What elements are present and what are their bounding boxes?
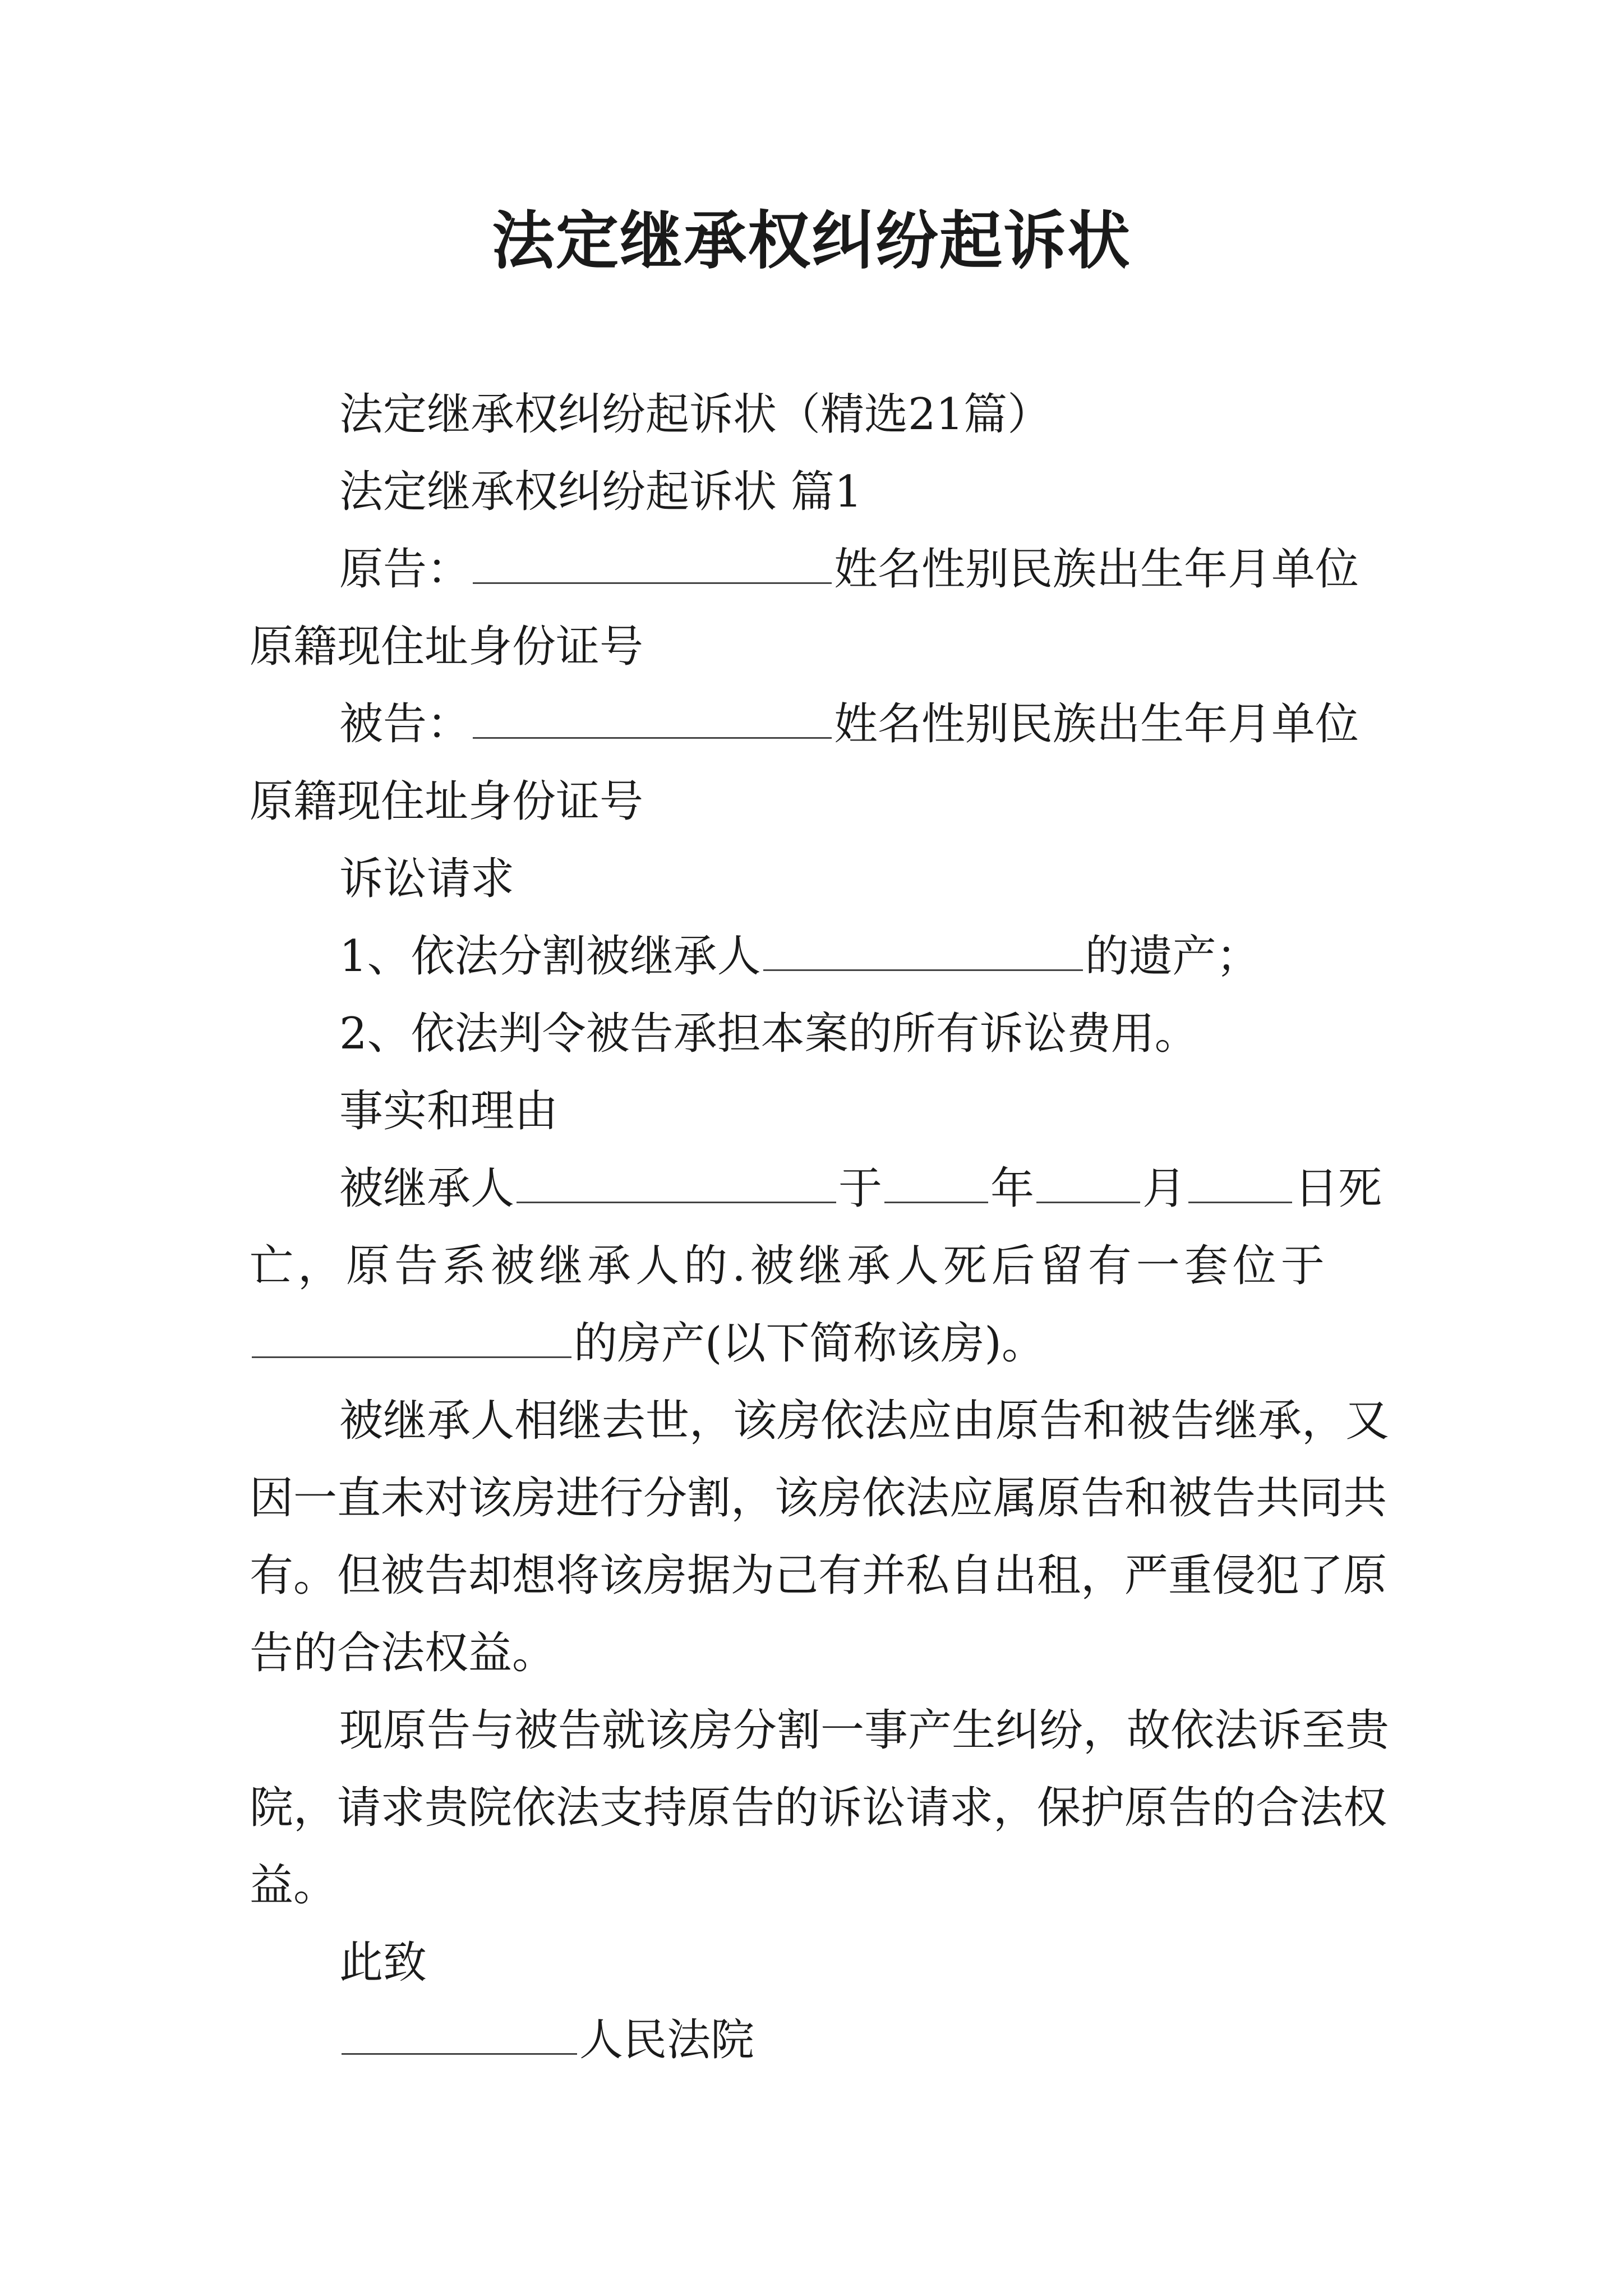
- claim-1: [250, 918, 1394, 995]
- document-body: [250, 376, 1394, 2079]
- decedent-blank: [763, 930, 1083, 971]
- claim-2: 2、依法判令被告承担本案的所有诉讼费用。: [339, 1009, 1198, 1059]
- subtitle: 法定继承权纠纷起诉状（精选21篇）: [339, 389, 1052, 440]
- day-blank: [1188, 1162, 1292, 1203]
- document-title: 法定继承权纠纷起诉状: [492, 205, 1131, 278]
- plaintiff-label: 原告：: [339, 544, 471, 595]
- plaintiff-fields-2: 原籍现住址身份证号: [250, 622, 644, 672]
- defendant-blank: [473, 698, 832, 739]
- facts-paragraph-3: 现原告与被告就该房分割一事产生纠纷，故依法诉至贵院，请求贵院依法支持原告的诉讼请求，保护原告的合法权益。: [250, 1705, 1390, 1911]
- claims-heading: 诉讼请求: [339, 854, 515, 904]
- facts-decedent-blank: [517, 1162, 836, 1203]
- month-label: 月: [1142, 1163, 1187, 1214]
- claim-1-tail: 的遗产；: [1085, 931, 1260, 982]
- defendant-line: [250, 685, 1394, 763]
- facts-line-1: [250, 1150, 1394, 1227]
- defendant-fields-2: 原籍现住址身份证号: [250, 776, 644, 827]
- day-label: 日死: [1294, 1163, 1382, 1214]
- facts-line-3: [250, 1305, 1394, 1382]
- plaintiff-blank: [473, 543, 832, 584]
- court-blank: [342, 2014, 577, 2055]
- month-blank: [1036, 1162, 1140, 1203]
- facts-paragraph-2: 被继承人相继去世，该房依法应由原告和被告继承，又因一直未对该房进行分割，该房依法应属原告和被告共同共有。但被告却想将该房据为己有并私自出租，严重侵犯了原告的合法权益。: [250, 1396, 1390, 1678]
- plaintiff-fields: 姓名性别民族出生年月单位: [834, 544, 1359, 595]
- facts-decedent-label: 被继承人: [339, 1163, 515, 1214]
- property-text: 的房产(以下简称该房)。: [574, 1318, 1045, 1369]
- year-label: 年: [990, 1163, 1035, 1214]
- defendant-fields: 姓名性别民族出生年月单位: [834, 699, 1359, 749]
- court-suffix: 人民法院: [579, 2015, 755, 2065]
- section-heading: 法定继承权纠纷起诉状 篇1: [339, 467, 863, 517]
- court-line: [250, 2001, 1394, 2079]
- facts-at-label: 于: [838, 1163, 883, 1214]
- claim-1-text: 1、依法分割被继承人: [339, 931, 761, 982]
- closing: 此致: [339, 1938, 427, 1988]
- plaintiff-line: [250, 531, 1394, 608]
- facts-heading: 事实和理由: [339, 1086, 559, 1137]
- facts-line-2: 亡，原告系被继承人的.被继承人死后留有一套位于: [250, 1241, 1329, 1291]
- defendant-label: 被告：: [339, 699, 471, 749]
- year-blank: [884, 1162, 988, 1203]
- property-location-blank: [252, 1317, 571, 1358]
